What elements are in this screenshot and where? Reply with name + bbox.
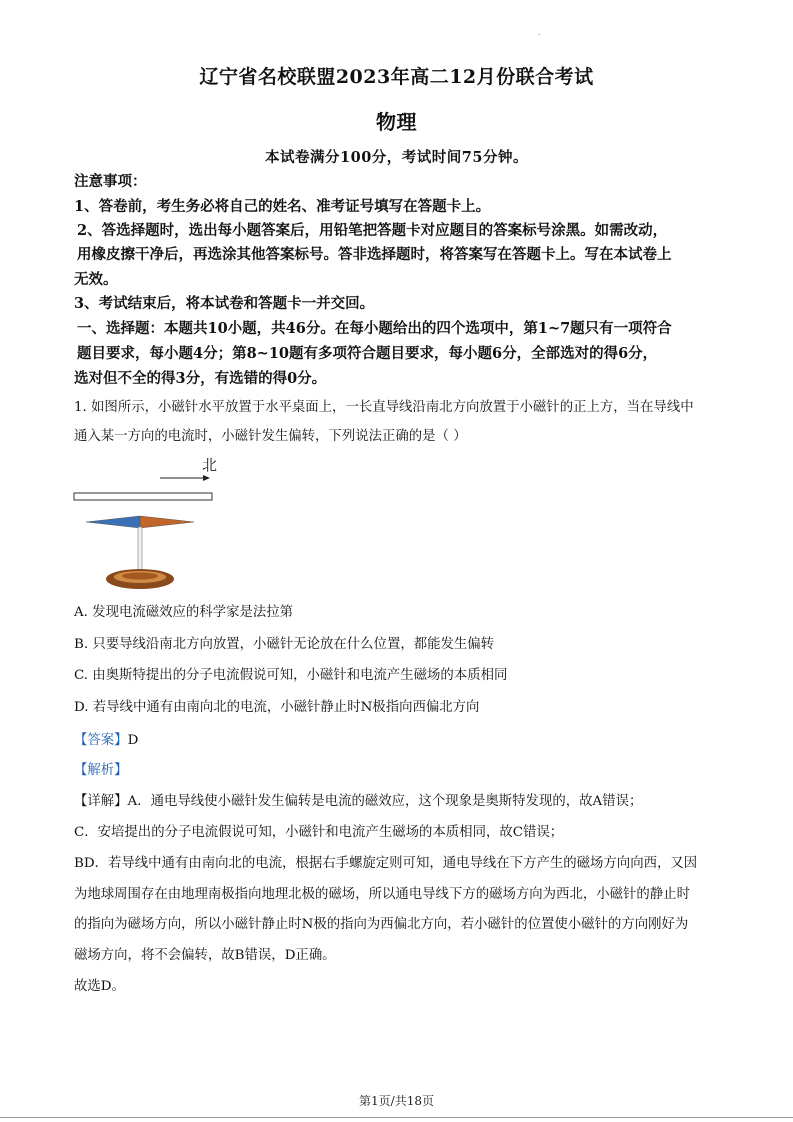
- base-center: [122, 573, 158, 580]
- answer-line: [74, 731, 734, 751]
- exam-title: 辽宁省名校联盟2023年高二12月份联合考试: [199, 66, 594, 88]
- exam-info: 本试卷满分100分，考试时间75分钟。: [265, 149, 528, 166]
- detail-line: 故选D。: [74, 979, 125, 994]
- detail-line: 【详解】A．通电导线使小磁针发生偏转是电流的磁效应，这个现象是奥斯特发现的，故A错误；: [74, 794, 643, 809]
- section-line: 选对但不全的得3分，有选错的得0分。: [74, 370, 327, 387]
- option-c: C. 由奥斯特提出的分子电流假说可知，小磁针和电流产生磁场的本质相同: [74, 668, 508, 683]
- detail-line: C．安培提出的分子电流假说可知，小磁针和电流产生磁场的本质相同，故C错误；: [74, 825, 564, 840]
- compass-wire-figure: [70, 452, 230, 598]
- wire: [74, 493, 212, 500]
- option-d: D. 若导线中通有由南向北的电流，小磁针静止时N极指向西偏北方向: [74, 700, 480, 715]
- note-item: 无效。: [74, 271, 118, 288]
- needle-blue-half: [86, 516, 140, 528]
- notes-heading: 注意事项：: [74, 173, 147, 190]
- north-arrow-head: [203, 475, 210, 481]
- analysis-tag: 【解析】: [74, 763, 128, 778]
- needle-brown-half: [140, 516, 194, 528]
- answer-value: D: [127, 733, 139, 748]
- footer-divider: [0, 1117, 793, 1118]
- page-number: 第1页/共18页: [359, 1094, 434, 1108]
- north-label: 北: [202, 457, 218, 474]
- option-b: B. 只要导线沿南北方向放置，小磁针无论放在什么位置，都能发生偏转: [74, 637, 495, 652]
- detail-line: BD．若导线中通有由南向北的电流，根据右手螺旋定则可知，通电导线在下方产生的磁场方向向西，又因: [74, 856, 698, 871]
- section-line: 题目要求，每小题4分；第8~10题有多项符合题目要求，每小题6分，全部选对的得6分，: [77, 345, 658, 362]
- option-a: A. 发现电流磁效应的科学家是法拉第: [74, 605, 294, 620]
- question-stem: 通入某一方向的电流时，小磁针发生偏转，下列说法正确的是（ ）: [74, 429, 467, 444]
- detail-line: 为地球周围存在由地理南极指向地理北极的磁场，所以通电导线下方的磁场方向为西北，小磁针的静止时: [74, 887, 690, 902]
- answer-tag: 【答案】: [74, 733, 128, 748]
- note-item: 2、答选择题时，选出每小题答案后，用铅笔把答题卡对应题目的答案标号涂黑。如需改动，: [77, 222, 668, 239]
- question-stem: 1. 如图所示，小磁针水平放置于水平桌面上，一长直导线沿南北方向放置于小磁针的正上方，当在导线中: [74, 400, 694, 415]
- section-line: 一、选择题：本题共10小题，共46分。在每小题给出的四个选项中，第1~7题只有一项符合: [77, 320, 672, 337]
- note-item: 用橡皮擦干净后，再选涂其他答案标号。答非选择题时，将答案写在答题卡上。写在本试卷上: [77, 246, 672, 263]
- detail-line: 磁场方向，将不会偏转，故B错误，D正确。: [74, 948, 336, 963]
- detail-line: 的指向为磁场方向，所以小磁针静止时N极的指向为西偏北方向，若小磁针的位置使小磁针的方向刚好为: [74, 917, 689, 932]
- scan-dot: .: [538, 28, 541, 37]
- note-item: 1、答卷前，考生务必将自己的姓名、准考证号填写在答题卡上。: [74, 198, 491, 215]
- note-item: 3、考试结束后，将本试卷和答题卡一并交回。: [74, 295, 375, 312]
- subject-title: 物理: [376, 110, 417, 134]
